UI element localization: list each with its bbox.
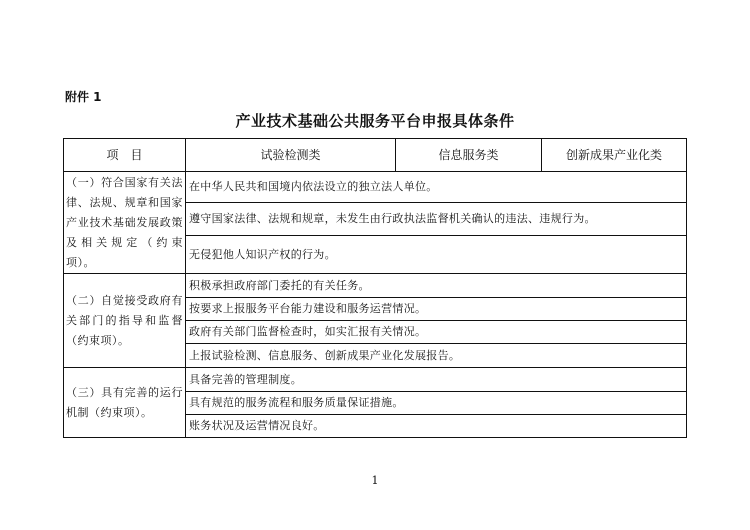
requirement-cell: 无侵犯他人知识产权的行为。 [186,236,687,274]
requirement-cell: 积极承担政府部门委托的有关任务。 [186,274,687,298]
requirement-cell: 上报试验检测、信息服务、创新成果产业化发展报告。 [186,344,687,368]
table-row [64,274,687,298]
header-testing: 试验检测类 [186,139,396,172]
requirement-cell: 遵守国家法律、法规和规章，未发生由行政执法监督机关确认的违法、违规行为。 [186,203,687,236]
header-industrialization: 创新成果产业化类 [542,139,687,172]
attachment-label: 附件 1 [65,90,102,104]
header-info-service: 信息服务类 [396,139,542,172]
table-row [64,368,687,392]
requirement-cell: 具有规范的服务流程和服务质量保证措施。 [186,392,687,415]
header-item: 项 目 [64,139,186,172]
page-number: 1 [371,474,379,487]
requirement-cell: 按要求上报服务平台能力建设和服务运营情况。 [186,298,687,321]
requirements-table [63,138,687,438]
category-cell: （三）具有完善的运行机制（约束项）。 [64,368,186,438]
requirement-cell: 在中华人民共和国境内依法设立的独立法人单位。 [186,172,687,203]
document-title: 产业技术基础公共服务平台申报具体条件 [235,112,515,130]
table-row [64,172,687,203]
requirement-cell: 账务状况及运营情况良好。 [186,415,687,438]
category-cell: （二）自觉接受政府有关部门的指导和监督（约束项）。 [64,274,186,368]
requirement-cell: 具备完善的管理制度。 [186,368,687,392]
requirement-cell: 政府有关部门监督检查时，如实汇报有关情况。 [186,321,687,344]
category-cell: （一）符合国家有关法律、法规、规章和国家产业技术基础发展政策及相关规定（约束项）。 [64,172,186,274]
table-header-row [64,139,687,172]
